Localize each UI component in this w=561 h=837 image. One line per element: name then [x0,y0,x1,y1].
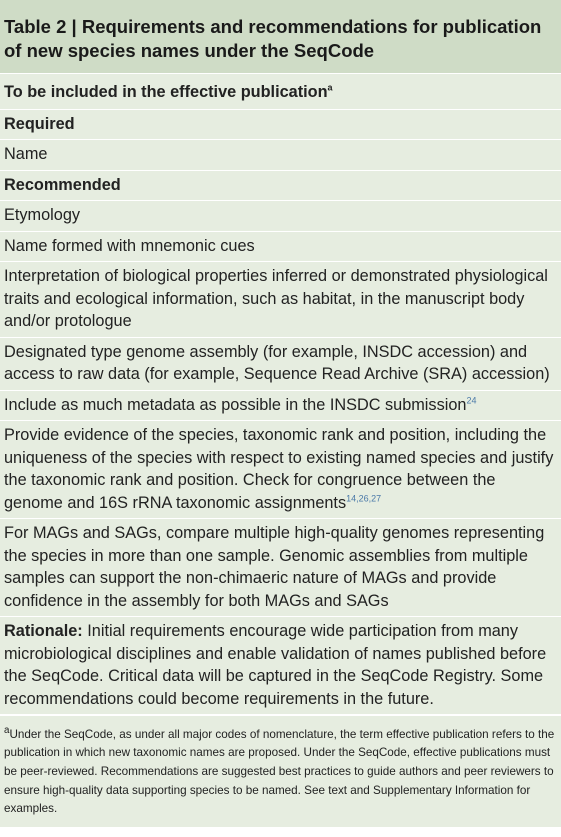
table-body [0,73,561,714]
column-header [0,73,561,109]
recommended-heading: Recommended [0,170,561,201]
row-name: Name [0,139,561,170]
row-type-genome: Designated type genome assembly (for example, INSDC accession) and access to raw data (for example, Sequence Read Archive (SRA) accession) [0,337,561,390]
footnote-text: Under the SeqCode, as under all major codes of nomenclature, the term effective publication refers to the publication in which new taxonomic names are proposed. Under the SeqCode, effective publications must be peer-reviewed. Recommendations are suggested best practices to guide authors and peer reviewers to ensure high-quality data supporting species to be named. See text and Supplementary Information for examples. [4,727,555,816]
footnote-marker: a [327,82,333,93]
row-interpretation: Interpretation of biological properties inferred or demonstrated physiological traits and ecological information, such as habitat, in the manuscript body and/or protologue [0,261,561,337]
row-evidence [0,420,561,518]
table-title [0,0,561,73]
rationale-text: Initial requirements encourage wide participation from many microbiological disciplines and enable validation of names published before the SeqCode. Critical data will be captured in the SeqCode Registry. Some recommendations could become requirements in the future. [4,622,547,708]
column-header-text: To be included in the effective publication [4,83,328,101]
rationale-label: Rationale: [4,622,83,640]
row-etymology: Etymology [0,200,561,231]
required-heading: Required [0,109,561,140]
row-rationale [0,616,561,714]
row-metadata [0,390,561,421]
footnote-marker: a [4,725,10,736]
table-title-text: Requirements and recommendations for publication of new species names under the SeqCode [4,16,542,61]
row-evidence-text: Provide evidence of the species, taxonomic rank and position, including the uniqueness of the species with respect to existing named species and justify the taxonomic rank and position. Check for congruence between the genome and 16S rRNA taxonomic assignments [4,426,554,512]
table-label: Table 2 | [4,16,77,37]
row-mnemonic: Name formed with mnemonic cues [0,231,561,262]
reference-link[interactable]: 24 [466,395,477,406]
reference-link[interactable]: 14,26,27 [346,493,382,504]
row-mags: For MAGs and SAGs, compare multiple high-quality genomes representing the species in more than one sample. Genomic assemblies from multiple samples can support the non-chimaeric nature of MAGs and provide confidence in the assembly for both MAGs and SAGs [0,518,561,616]
row-metadata-text: Include as much metadata as possible in the INSDC submission [4,395,467,414]
table-footnote [0,714,561,827]
